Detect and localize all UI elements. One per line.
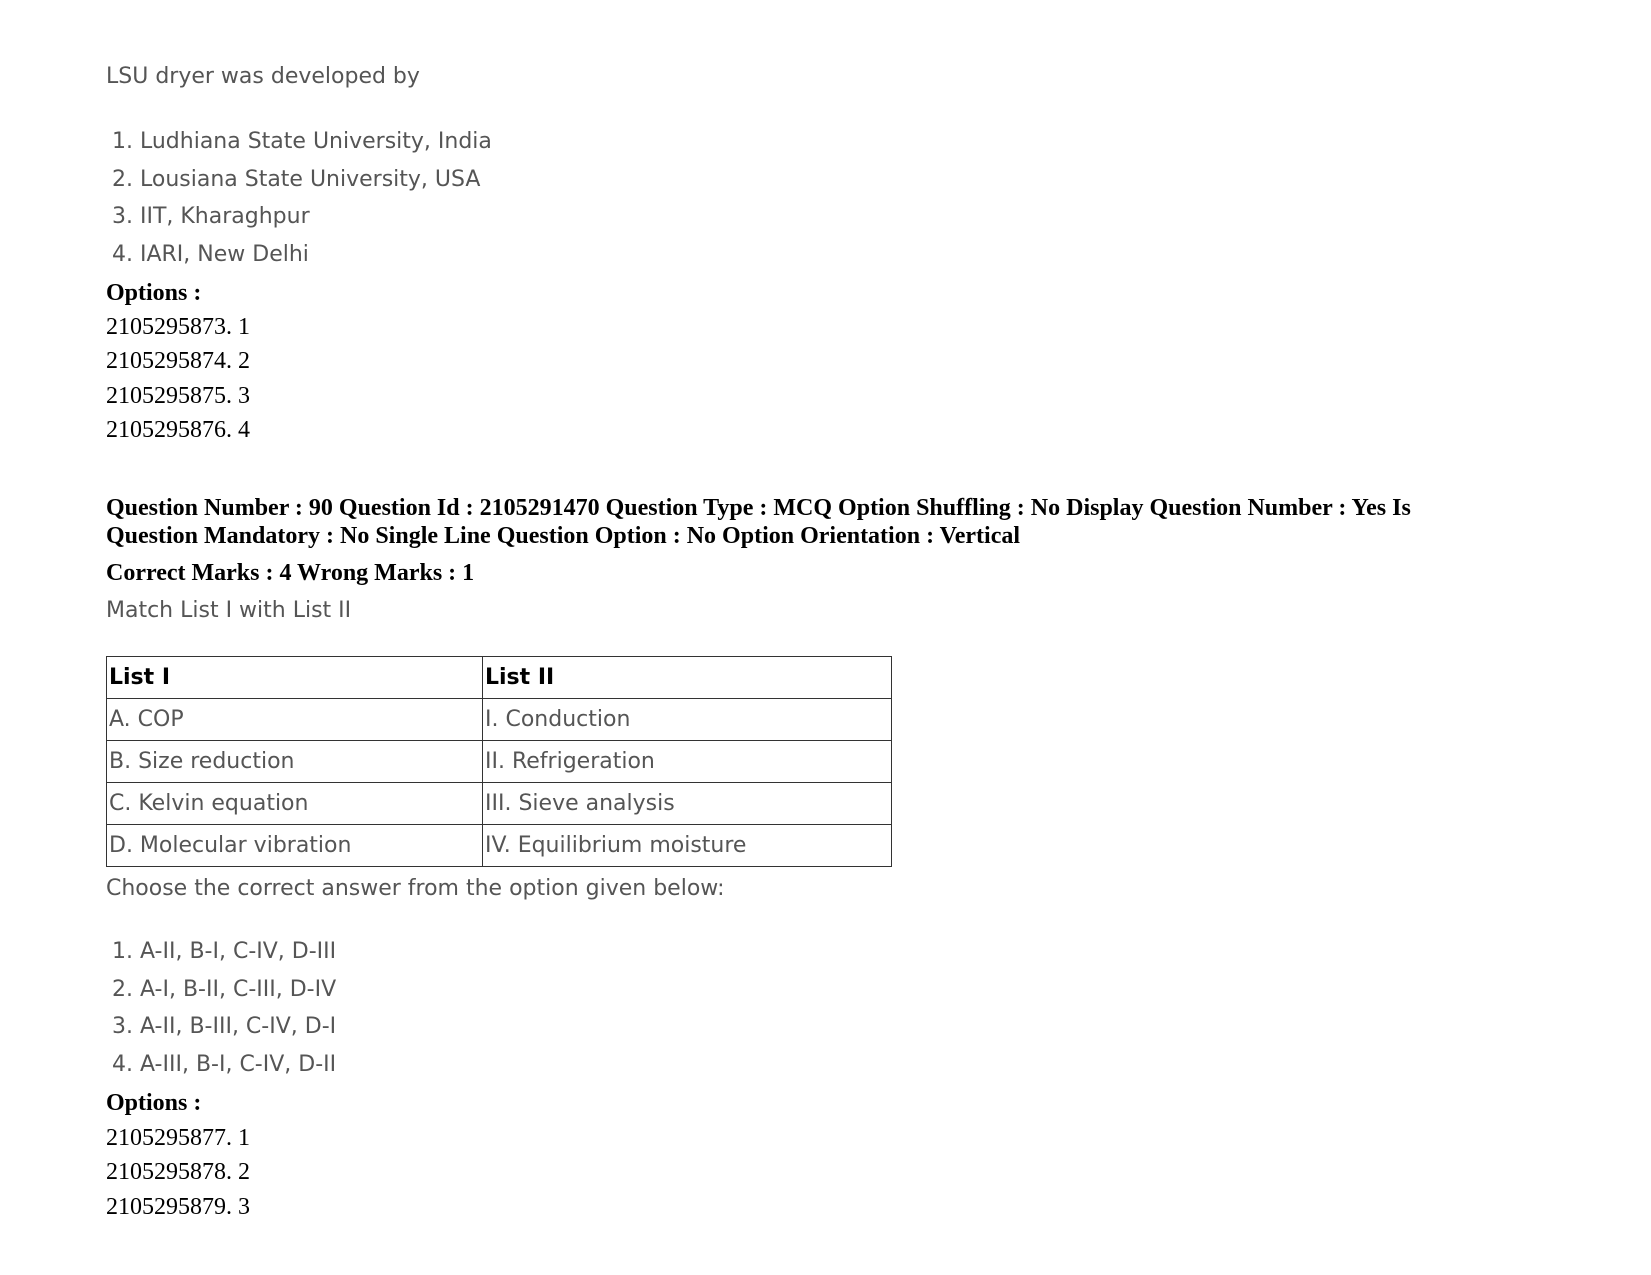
question-text: LSU dryer was developed by [106,64,420,89]
option-code: 2105295874. 2 [106,348,250,374]
answer-item: 2. Lousiana State University, USA [112,166,481,192]
answer-item: 4. IARI, New Delhi [112,241,309,267]
option-code: 2105295876. 4 [106,417,250,443]
option-code: 2105295873. 1 [106,314,250,340]
question-meta [106,494,1506,550]
table-cell: IV. Equilibrium moisture [483,825,892,867]
table-cell: A. COP [107,699,483,741]
options-label: Options : [106,1090,202,1116]
table-header-row [107,657,892,699]
question-meta-line: Question Number : 90 Question Id : 2105291470 Question Type : MCQ Option Shuffling : No Display Question Number : Yes Is [106,495,1411,521]
table-cell: B. Size reduction [107,741,483,783]
marks-line: Correct Marks : 4 Wrong Marks : 1 [106,560,475,586]
table-cell: III. Sieve analysis [483,783,892,825]
answer-item: 3. A-II, B-III, C-IV, D-I [112,1014,337,1039]
match-table [106,656,892,867]
answer-item: 4. A-III, B-I, C-IV, D-II [112,1051,337,1077]
table-cell: I. Conduction [483,699,892,741]
table-row [107,783,892,825]
table-cell: C. Kelvin equation [107,783,483,825]
options-label: Options : [106,280,202,306]
table-cell: D. Molecular vibration [107,825,483,867]
answer-list [112,127,492,277]
option-code: 2105295875. 3 [106,383,250,409]
question-meta-line: Question Mandatory : No Single Line Question Option : No Option Orientation : Vertical [106,523,1021,549]
question-text: Match List I with List II [106,598,352,623]
option-code: 2105295878. 2 [106,1159,250,1185]
table-header-cell: List II [483,657,892,699]
answer-item: 1. Ludhiana State University, India [112,129,492,154]
table-row [107,741,892,783]
option-code: 2105295877. 1 [106,1125,250,1151]
table-row [107,825,892,867]
answer-item: 3. IIT, Kharaghpur [112,204,310,229]
answer-item: 2. A-I, B-II, C-III, D-IV [112,976,337,1002]
table-header-cell: List I [107,657,483,699]
table-cell: II. Refrigeration [483,741,892,783]
answer-list [112,937,336,1087]
answer-item: 1. A-II, B-I, C-IV, D-III [112,939,337,964]
table-row [107,699,892,741]
choose-text: Choose the correct answer from the option given below: [106,876,725,901]
option-code: 2105295879. 3 [106,1194,250,1220]
